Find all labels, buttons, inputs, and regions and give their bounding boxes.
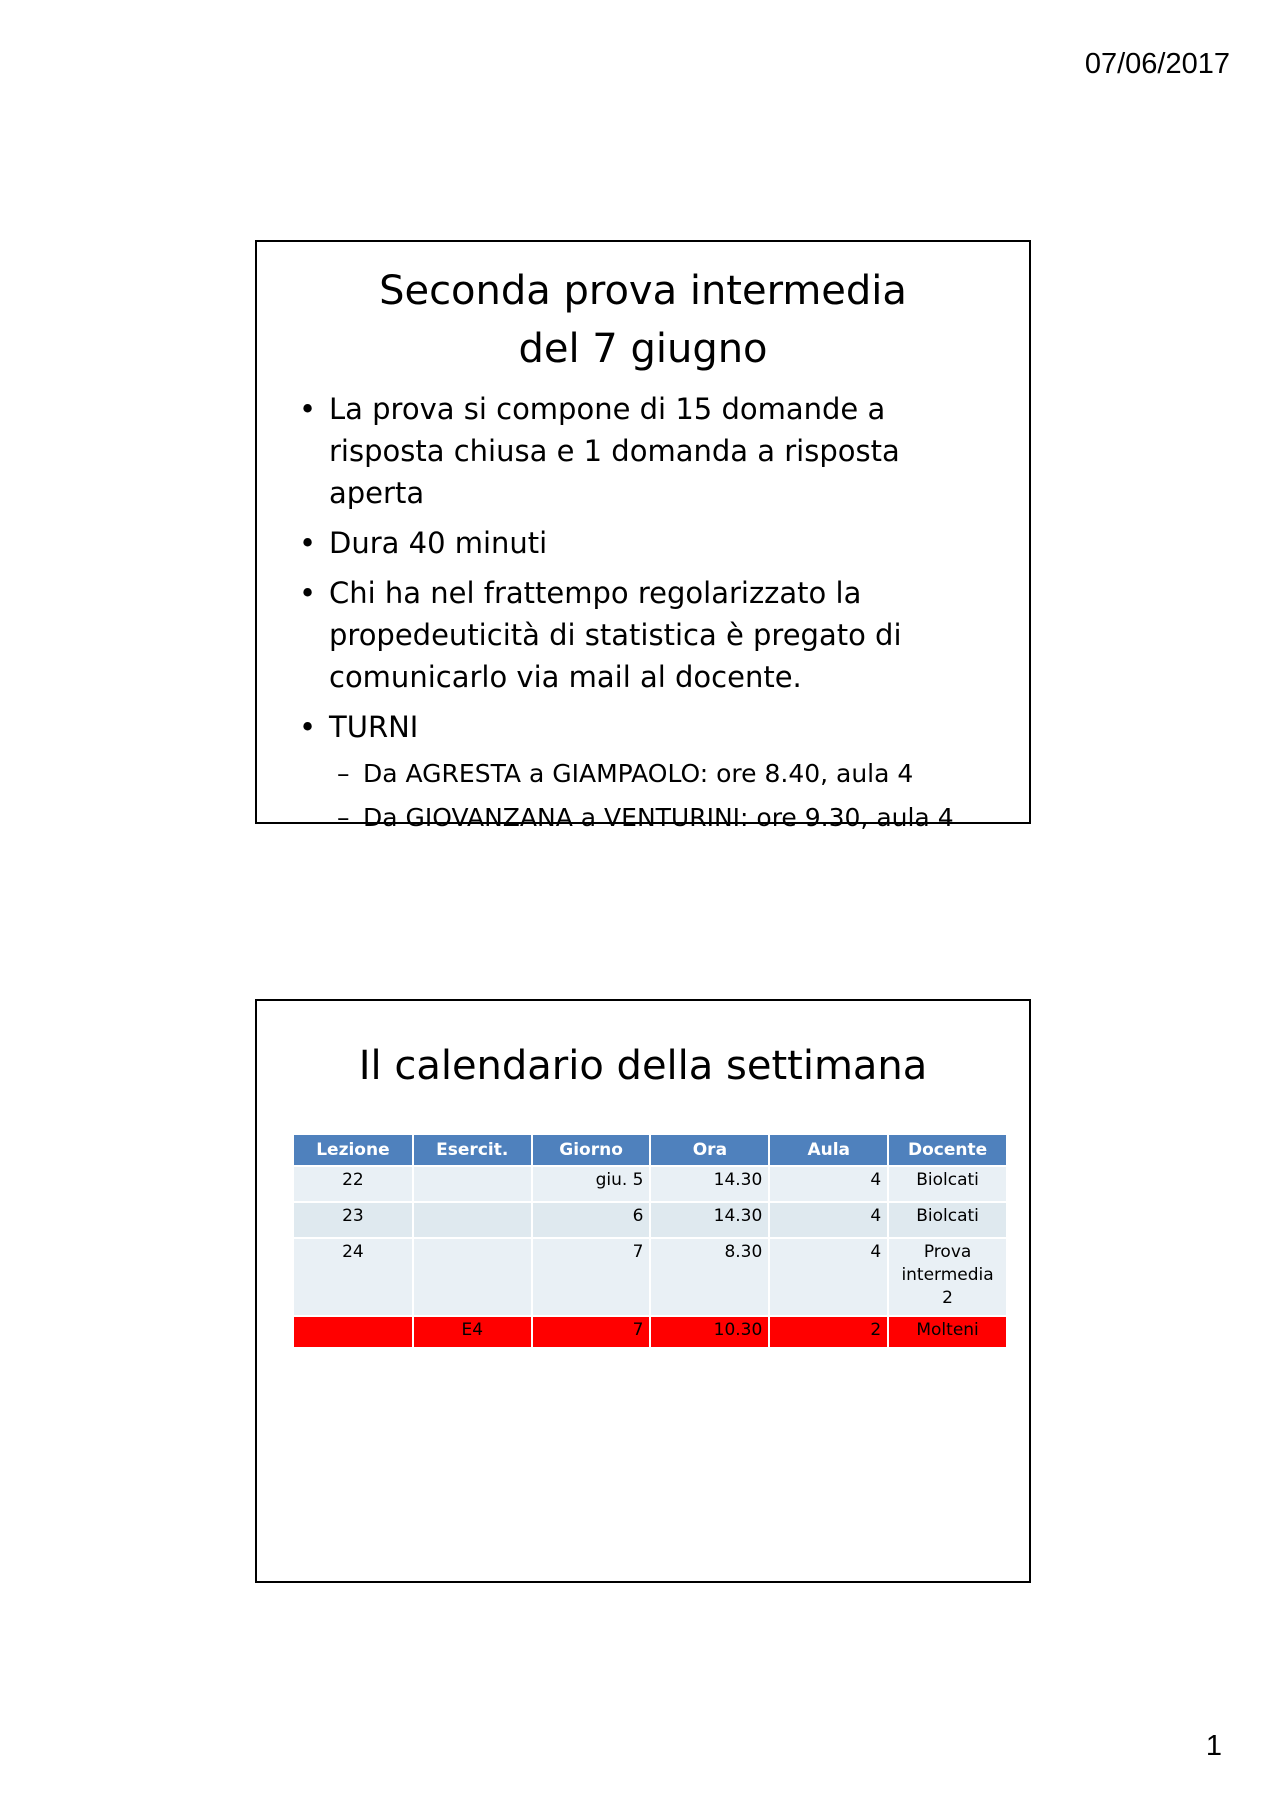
table-cell: Molteni <box>888 1316 1007 1347</box>
table-cell <box>413 1238 532 1316</box>
table-cell: 24 <box>294 1238 413 1316</box>
bullet-item: • Dura 40 minuti <box>299 522 989 564</box>
sub-bullet-item: – Da GIOVANZANA a VENTURINI: ore 9.30, aula 4 <box>337 796 989 840</box>
table-cell: 8.30 <box>650 1238 769 1316</box>
table-cell: 2 <box>769 1316 888 1347</box>
column-header: Aula <box>769 1135 888 1166</box>
slide-title-line2: del 7 giugno <box>518 326 768 372</box>
table-cell: 22 <box>294 1166 413 1202</box>
header-date: 07/06/2017 <box>1084 48 1230 80</box>
table-cell: Biolcati <box>888 1166 1007 1202</box>
table-cell: 7 <box>532 1316 651 1347</box>
table-row <box>294 1238 1007 1316</box>
bullet-item-turni <box>299 706 989 840</box>
column-header: Giorno <box>532 1135 651 1166</box>
table-cell: 10.30 <box>650 1316 769 1347</box>
page-number: 1 <box>1205 1730 1222 1762</box>
table-cell <box>413 1202 532 1238</box>
table-row <box>294 1202 1007 1238</box>
column-header: Lezione <box>294 1135 413 1166</box>
sub-bullet-list <box>329 752 989 840</box>
table-cell: giu. 5 <box>532 1166 651 1202</box>
table-cell: Prova intermedia 2 <box>888 1238 1007 1316</box>
table-cell: 4 <box>769 1166 888 1202</box>
bullet-text: TURNI <box>329 710 419 744</box>
table-cell <box>413 1166 532 1202</box>
bullet-item: • La prova si compone di 15 domande a risposta chiusa e 1 domanda a risposta aperta <box>299 388 989 514</box>
slide-calendario <box>255 999 1031 1583</box>
table-row-highlighted <box>294 1316 1007 1347</box>
table-header-row <box>294 1135 1007 1166</box>
column-header: Docente <box>888 1135 1007 1166</box>
column-header: Ora <box>650 1135 769 1166</box>
table-row <box>294 1166 1007 1202</box>
table-cell: Biolcati <box>888 1202 1007 1238</box>
column-header: Esercit. <box>413 1135 532 1166</box>
slide-title <box>257 262 1029 378</box>
sub-bullet-item: – Da AGRESTA a GIAMPAOLO: ore 8.40, aula 4 <box>337 752 989 796</box>
table-cell: 4 <box>769 1202 888 1238</box>
table-cell: 6 <box>532 1202 651 1238</box>
slide-prova-intermedia <box>255 240 1031 832</box>
slide-title: Il calendario della settimana <box>358 1043 928 1089</box>
calendar-table <box>294 1135 1008 1347</box>
bullet-item: • Chi ha nel frattempo regolarizzato la propedeuticità di statistica è pregato di comunicarlo via mail al docente. <box>299 572 989 698</box>
table-cell: E4 <box>413 1316 532 1347</box>
table-cell <box>294 1316 413 1347</box>
table-cell: 4 <box>769 1238 888 1316</box>
table-cell: 14.30 <box>650 1166 769 1202</box>
table-cell: 23 <box>294 1202 413 1238</box>
table-cell: 7 <box>532 1238 651 1316</box>
slide-title-line1: Seconda prova intermedia <box>379 268 907 314</box>
bullet-list <box>257 388 1029 840</box>
table-cell: 14.30 <box>650 1202 769 1238</box>
